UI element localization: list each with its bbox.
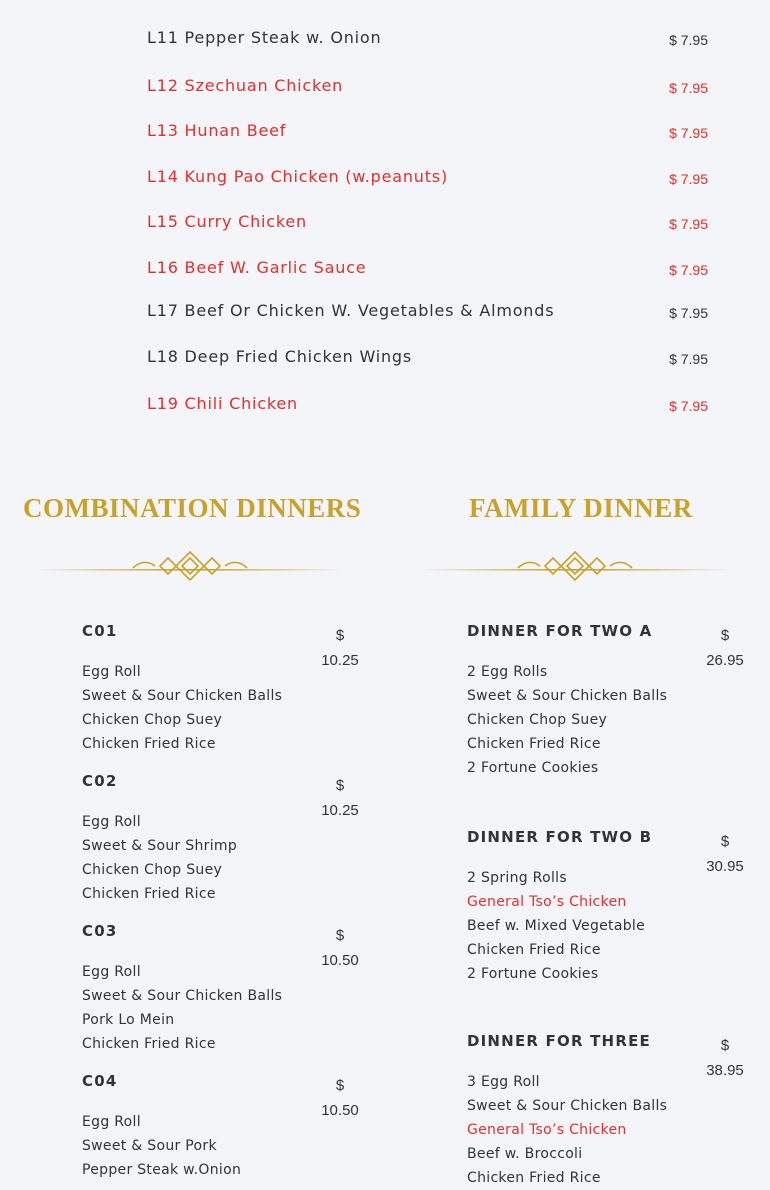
dinner-card-price: [695, 1033, 755, 1083]
menu-item-name: L11 Pepper Steak w. Onion: [147, 28, 382, 47]
price-currency-symbol: $: [720, 627, 730, 644]
price-value: 38.95: [706, 1062, 744, 1079]
dinner-card-item: Chicken Chop Suey: [82, 862, 223, 878]
dinner-card-item: 2 Fortune Cookies: [467, 966, 599, 982]
menu-item-price: $ 7.95: [669, 80, 708, 96]
dinner-card-title: C04: [82, 1072, 118, 1090]
ornamental-divider-icon: [35, 548, 345, 584]
dinner-card-price: [310, 923, 370, 973]
dinner-card-price: [310, 623, 370, 673]
dinner-card-item: Beef w. Broccoli: [467, 1146, 583, 1162]
dinner-card-price: [310, 773, 370, 823]
dinner-card-contents: [82, 810, 237, 906]
dinner-card-contents: [82, 1110, 241, 1182]
price-currency-symbol: $: [720, 1037, 730, 1054]
ornamental-divider-icon: [420, 548, 730, 584]
menu-item-price: $ 7.95: [669, 262, 708, 278]
dinner-card-item: Chicken Chop Suey: [467, 712, 608, 728]
dinner-card-item: Egg Roll: [82, 964, 141, 980]
dinner-card-item: Sweet & Sour Shrimp: [82, 838, 238, 854]
dinner-card-item: Chicken Fried Rice: [82, 736, 216, 752]
menu-item-name: L12 Szechuan Chicken: [147, 76, 344, 95]
dinner-card-item: Sweet & Sour Chicken Balls: [82, 688, 283, 704]
dinner-card-item: Chicken Fried Rice: [467, 736, 601, 752]
menu-item-price: $ 7.95: [669, 171, 708, 187]
price-currency-symbol: $: [335, 927, 345, 944]
menu-item-name: L16 Beef W. Garlic Sauce: [147, 258, 367, 277]
menu-item-price: $ 7.95: [669, 398, 708, 414]
dinner-card-item: General Tso’s Chicken: [467, 1122, 627, 1138]
dinner-card-title: DINNER FOR TWO B: [467, 828, 653, 846]
dinner-card-item: 2 Spring Rolls: [467, 870, 567, 886]
dinner-card-title: C02: [82, 772, 118, 790]
price-value: 30.95: [706, 858, 744, 875]
dinner-card-price: [310, 1073, 370, 1123]
price-value: 10.50: [321, 1102, 359, 1119]
dinner-card-item: Sweet & Sour Chicken Balls: [467, 1098, 668, 1114]
menu-item-name: L18 Deep Fried Chicken Wings: [147, 347, 413, 366]
price-value: 10.25: [321, 652, 359, 669]
price-currency-symbol: $: [335, 777, 345, 794]
price-currency-symbol: $: [720, 833, 730, 850]
dinner-card-contents: [82, 960, 282, 1056]
price-value: 10.50: [321, 952, 359, 969]
menu-item-name: L15 Curry Chicken: [147, 212, 307, 231]
dinner-card-item: 3 Egg Roll: [467, 1074, 540, 1090]
price-value: 26.95: [706, 652, 744, 669]
menu-item-name: L13 Hunan Beef: [147, 121, 287, 140]
menu-item-price: $ 7.95: [669, 351, 708, 367]
dinner-card-contents: [467, 866, 645, 986]
dinner-card-item: Sweet & Sour Chicken Balls: [467, 688, 668, 704]
menu-item-price: $ 7.95: [669, 305, 708, 321]
menu-item-name: L19 Chili Chicken: [147, 394, 298, 413]
menu-item-name: L14 Kung Pao Chicken (w.peanuts): [147, 167, 448, 186]
dinner-card-title: DINNER FOR TWO A: [467, 622, 653, 640]
dinner-card-item: General Tso’s Chicken: [467, 894, 627, 910]
dinner-card-title: C03: [82, 922, 118, 940]
menu-item-price: $ 7.95: [669, 32, 708, 48]
menu-item-price: $ 7.95: [669, 216, 708, 232]
dinner-card-item: Chicken Fried Rice: [82, 1036, 216, 1052]
price-currency-symbol: $: [335, 1077, 345, 1094]
dinner-card-item: Egg Roll: [82, 1114, 141, 1130]
combination-dinners-title: COMBINATION DINNERS: [23, 493, 362, 523]
family-dinner-title: FAMILY DINNER: [469, 493, 693, 523]
dinner-card-title: DINNER FOR THREE: [467, 1032, 651, 1050]
dinner-card-item: Beef w. Mixed Vegetable: [467, 918, 646, 934]
dinner-card-item: 2 Egg Rolls: [467, 664, 548, 680]
dinner-card-contents: [467, 660, 667, 780]
dinner-card-item: Pork Lo Mein: [82, 1012, 175, 1028]
menu-item-price: $ 7.95: [669, 125, 708, 141]
dinner-card-item: Egg Roll: [82, 814, 141, 830]
dinner-card-item: Egg Roll: [82, 664, 141, 680]
price-currency-symbol: $: [335, 627, 345, 644]
dinner-card-item: 2 Fortune Cookies: [467, 760, 599, 776]
dinner-card-item: Sweet & Sour Pork: [82, 1138, 217, 1154]
dinner-card-price: [695, 623, 755, 673]
dinner-card-title: C01: [82, 622, 118, 640]
dinner-card-contents: [82, 660, 282, 756]
menu-item-name: L17 Beef Or Chicken W. Vegetables & Almonds: [147, 301, 555, 320]
dinner-card-item: Chicken Chop Suey: [82, 712, 223, 728]
price-value: 10.25: [321, 802, 359, 819]
dinner-card-item: Chicken Fried Rice: [82, 886, 216, 902]
dinner-card-item: Sweet & Sour Chicken Balls: [82, 988, 283, 1004]
dinner-card-price: [695, 829, 755, 879]
dinner-card-contents: [467, 1070, 667, 1190]
dinner-card-item: Pepper Steak w.Onion: [82, 1162, 242, 1178]
dinner-card-item: Chicken Fried Rice: [467, 942, 601, 958]
dinner-card-item: Chicken Fried Rice: [467, 1170, 601, 1186]
menu-item-name-partial: [147, 0, 153, 2]
